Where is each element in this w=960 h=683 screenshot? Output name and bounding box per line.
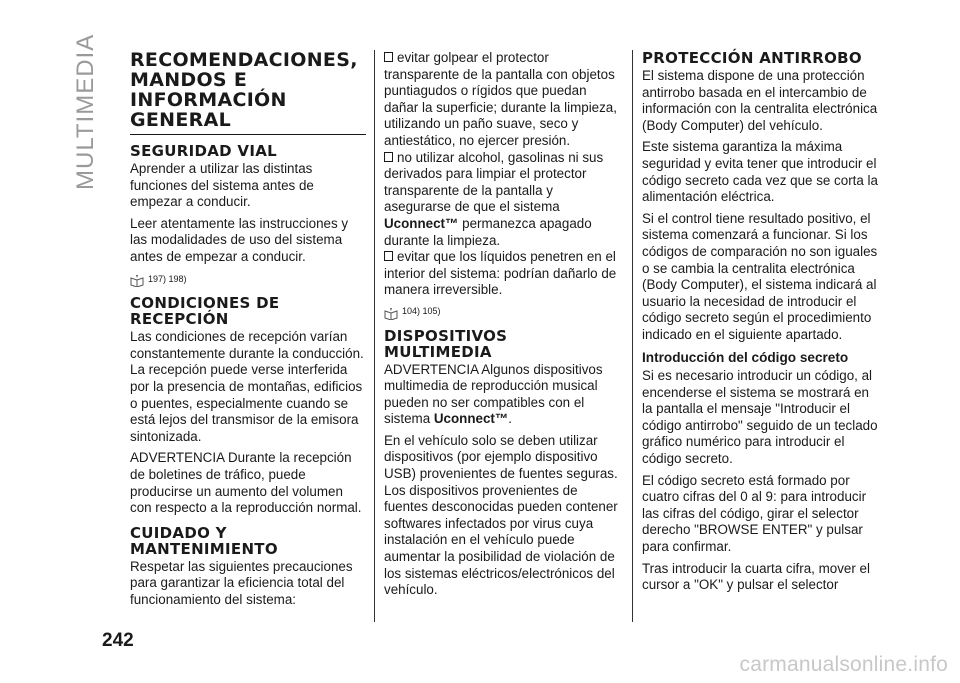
paragraph: ADVERTENCIA Durante la recepción de boletines de tráfico, puede producirse un aumento del volumen con respecto a la reproducción normal.: [130, 450, 362, 516]
watermark: carmanualsonline.info: [739, 653, 948, 676]
bullet-item: [384, 249, 620, 299]
paragraph: Si el control tiene resultado positivo, el sistema comenzará a funcionar. Si los códigos de comparación no son iguales o se cambia la centralita electrónica (Body Computer), el sistema indicará al usuario la necesidad de introducir el código secreto según el procedimiento indicado en el siguiente apartado.: [642, 210, 878, 342]
heading-condiciones-recepcion: CONDICIONES DE RECEPCIÓN: [130, 294, 280, 329]
heading-cuidado-mantenimiento: CUIDADO Y MANTENIMIENTO: [130, 523, 278, 558]
paragraph: El sistema dispone de una protección antirrobo basada en el intercambio de información con la centralita electrónica (Body Computer) del vehículo.: [642, 68, 878, 133]
paragraph: En el vehículo solo se deben utilizar dispositivos (por ejemplo dispositivo USB) provenientes de fuentes seguras. Los dispositivos provenientes de fuentes desconocidas pueden contener softwares infectados por virus cuya instalación en el vehículo puede aumentar la posibilidad de violación de los sistemas eléctricos/electrónicos del vehículo.: [384, 432, 618, 598]
warning-reference: [130, 271, 366, 288]
bullet-text: evitar golpear el protector transparente de la pantalla con objetos puntiagudos o rígidos que puedan dañar la superficie; durante la limpieza, utilizando un paño suave, seco y antiestático, no ejercer presión.: [384, 50, 617, 148]
paragraph: Este sistema garantiza la máxima seguridad y evita tener que introducir el código secreto cada vez que se corta la alimentación eléctrica.: [642, 139, 878, 205]
column-3: [642, 50, 878, 599]
paragraph-text: .: [508, 411, 512, 427]
bullet-text: permanezca apagado durante la limpieza.: [384, 215, 592, 248]
reference-numbers: 104) 105): [402, 305, 441, 316]
warning-book-icon: [130, 275, 144, 287]
column-1: [130, 50, 366, 613]
section-side-label: [72, 33, 112, 190]
bullet-square-icon: [384, 52, 393, 62]
column-divider-1: [374, 50, 375, 622]
paragraph: Tras introducir la cuarta cifra, mover el cursor a "OK" y pulsar el selector: [642, 560, 870, 593]
bullet-text: evitar que los líquidos penetren en el interior del sistema: podrían dañarlo de manera irreversible.: [384, 249, 617, 298]
column-divider-2: [632, 50, 633, 622]
paragraph: Si es necesario introducir un código, al encenderse el sistema se mostrará en la pantalla el mensaje "Introducir el código antirrobo" seguido de un teclado gráfico numérico para introducir el código secreto.: [642, 368, 878, 467]
heading-seguridad-vial: SEGURIDAD VIAL: [130, 142, 277, 160]
main-title: RECOMENDACIONES, MANDOS E INFORMACIÓN GENERAL: [130, 50, 366, 135]
reference-numbers: 197) 198): [148, 273, 187, 284]
heading-proteccion-antirrobo: PROTECCIÓN ANTIRROBO: [642, 49, 862, 67]
warning-book-icon: [384, 308, 398, 320]
paragraph: El código secreto está formado por cuatro cifras del 0 al 9: para introducir las cifras del código, girar el selector derecho "BROWSE ENTER" y pulsar para confirmar.: [642, 472, 867, 555]
brand-name: Uconnect™: [384, 215, 459, 231]
paragraph: Las condiciones de recepción varían constantemente durante la conducción. La recepción puede verse interferida por la presencia de montañas, edificios o puentes, especialmente cuando se está lejos del transmisor de la emisora sintonizada.: [130, 329, 364, 444]
column-2: [384, 50, 620, 604]
paragraph: Leer atentamente las instrucciones y las modalidades de uso del sistema antes de empezar a conducir.: [130, 215, 349, 264]
paragraph: Respetar las siguientes precauciones para garantizar la eficiencia total del funcionamiento del sistema:: [130, 558, 353, 607]
bullet-item: [384, 50, 620, 150]
paragraph: [384, 362, 620, 428]
subheading-codigo-secreto: Introducción del código secreto: [642, 349, 849, 365]
bullet-square-icon: [384, 251, 393, 261]
paragraph: Aprender a utilizar las distintas funciones del sistema antes de empezar a conducir.: [130, 161, 314, 210]
bullet-item: [384, 150, 620, 250]
paragraph-text: ADVERTENCIA Algunos dispositivos multimedia de reproducción musical pueden no ser compatibles con el sistema: [384, 361, 603, 427]
warning-reference: [384, 303, 620, 320]
heading-dispositivos-multimedia: DISPOSITIVOS MULTIMEDIA: [384, 326, 508, 361]
bullet-square-icon: [384, 152, 393, 162]
bullet-text: no utilizar alcohol, gasolinas ni sus derivados para limpiar el protector transparente de la pantalla y asegurarse de que el sistema: [384, 149, 604, 215]
section-side-label-text: MULTIMEDIA: [72, 33, 99, 190]
brand-name: Uconnect™: [433, 411, 509, 427]
page-number: 242: [102, 630, 134, 651]
